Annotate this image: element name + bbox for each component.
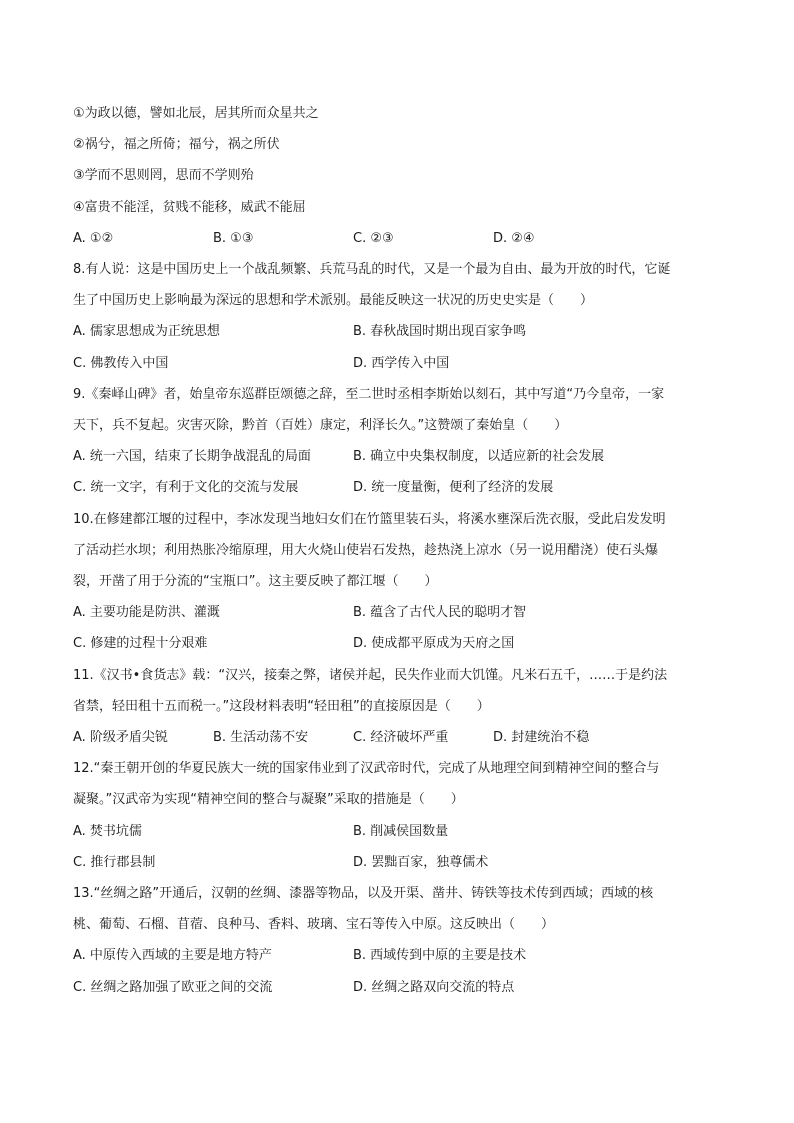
- question-11-options: [73, 722, 723, 753]
- question-text-line: 8.有人说：这是中国历史上一个战乱频繁、兵荒马乱的时代，又是一个最为自由、最为开放的时代，它诞: [73, 262, 671, 278]
- option-a: A. 儒家思想成为正统思想: [73, 324, 220, 340]
- question-text-line: 11.《汉书•食货志》载：“汉兴，接秦之弊，诸侯并起，民失作业而大饥馑。凡米石五千，……于是约法: [73, 667, 668, 683]
- question-10-options-row-2: [73, 628, 723, 659]
- statement-1: ①为政以德，譬如北辰，居其所而众星共之: [73, 106, 319, 121]
- question-11-stem: [73, 660, 723, 722]
- question-text-line: 天下，兵不复起。灾害灭除，黔首（百姓）康定，利泽长久。”这赞颂了秦始皇（ ）: [73, 418, 568, 434]
- question-7-statements: [73, 98, 723, 223]
- option-a: A. 中原传入西域的主要是地方特产: [73, 948, 272, 964]
- option-a: A. 统一六国，结束了长期争战混乱的局面: [73, 449, 311, 465]
- question-13-options-row-2: [73, 972, 723, 1003]
- option-d: D. 西学传入中国: [353, 355, 450, 371]
- option-d: D. 使成都平原成为天府之国: [353, 636, 515, 652]
- statement-3: ③学而不思则罔，思而不学则殆: [73, 168, 254, 184]
- option-c: C. 统一文字，有利于文化的交流与发展: [73, 480, 299, 496]
- option-d: D. 丝绸之路双向交流的特点: [353, 979, 515, 995]
- question-text-line: 省禁，轻田租十五而税一。”这段材料表明“轻田租”的直接原因是（ ）: [73, 698, 490, 714]
- option-c: C. 丝绸之路加强了欧亚之间的交流: [73, 979, 273, 995]
- exam-page: [73, 98, 723, 1003]
- question-8-stem: [73, 254, 723, 316]
- question-text-line: 13.“丝绸之路”开通后，汉朝的丝绸、漆器等物品，以及开渠、凿井、铸铁等技术传到西域；西域的核: [73, 886, 654, 902]
- question-text-line: 10.在修建都江堰的过程中，李冰发现当地妇女们在竹篮里装石头，将溪水壅深后洗衣服，受此启发发明: [73, 511, 666, 527]
- question-text-line: 9.《秦峄山碑》者，始皇帝东巡群臣颂德之辞，至二世时丞相李斯始以刻石，其中写道“乃今皇帝，一家: [73, 386, 665, 402]
- question-text-line: 生了中国历史上影响最为深远的思想和学术派别。最能反映这一状况的历史史实是（ ）: [73, 293, 594, 309]
- question-12-options-row-1: [73, 816, 723, 847]
- option-c: C. 经济破坏严重: [353, 730, 449, 746]
- question-9-options-row-2: [73, 472, 723, 503]
- question-text-line: 凝聚。”汉武帝为实现“精神空间的整合与凝聚”采取的措施是（ ）: [73, 792, 464, 808]
- option-b: B. 生活动荡不安: [213, 730, 309, 746]
- question-text-line: 12.“秦王朝开创的华夏民族大一统的国家伟业到了汉武帝时代，完成了从地理空间到精神空间的整合与: [73, 761, 660, 777]
- option-d: D. ②④: [493, 230, 535, 246]
- option-b: B. 西域传到中原的主要是技术: [353, 948, 527, 964]
- question-text-line: 桃、葡萄、石榴、苜蓿、良种马、香料、玻璃、宝石等传入中原。这反映出（ ）: [73, 917, 555, 933]
- option-a: A. ①②: [73, 230, 114, 246]
- option-c: C. 修建的过程十分艰难: [73, 636, 208, 652]
- option-a: A. 阶级矛盾尖锐: [73, 730, 168, 746]
- option-d: D. 罢黜百家，独尊儒术: [353, 854, 489, 870]
- statement-4: ④富贵不能淫，贫贱不能移，威武不能屈: [73, 199, 306, 215]
- option-d: D. 统一度量衡，便利了经济的发展: [353, 480, 554, 496]
- question-10-options-row-1: [73, 597, 723, 628]
- question-9-stem: [73, 379, 723, 441]
- option-c: C. 推行郡县制: [73, 854, 156, 870]
- question-text-line: 裂，开凿了用于分流的“宝瓶口”。这主要反映了都江堰（ ）: [73, 574, 438, 590]
- question-13-options-row-1: [73, 940, 723, 971]
- option-b: B. 确立中央集权制度，以适应新的社会发展: [353, 449, 605, 465]
- question-7-options: [73, 223, 723, 254]
- option-c: C. ②③: [353, 230, 394, 246]
- question-9-options-row-1: [73, 441, 723, 472]
- question-8-options-row-1: [73, 316, 723, 347]
- question-8-options-row-2: [73, 348, 723, 379]
- option-a: A. 主要功能是防洪、灌溉: [73, 605, 220, 621]
- option-a: A. 焚书坑儒: [73, 823, 142, 839]
- question-text-line: 了活动拦水坝；利用热胀冷缩原理，用大火烧山使岩石发热，趁热浇上凉水（另一说用醋浇）使石头爆: [73, 542, 659, 558]
- question-13-stem: [73, 878, 723, 940]
- option-b: B. 蕴含了古代人民的聪明才智: [353, 605, 527, 621]
- question-12-options-row-2: [73, 847, 723, 878]
- option-c: C. 佛教传入中国: [73, 355, 169, 371]
- statement-2: ②祸兮，福之所倚；福兮，祸之所伏: [73, 137, 280, 153]
- question-12-stem: [73, 753, 723, 815]
- option-b: B. 削减侯国数量: [353, 823, 449, 839]
- question-10-stem: [73, 504, 723, 598]
- option-d: D. 封建统治不稳: [493, 730, 590, 746]
- option-b: B. 春秋战国时期出现百家争鸣: [353, 324, 527, 340]
- option-b: B. ①③: [213, 230, 254, 246]
